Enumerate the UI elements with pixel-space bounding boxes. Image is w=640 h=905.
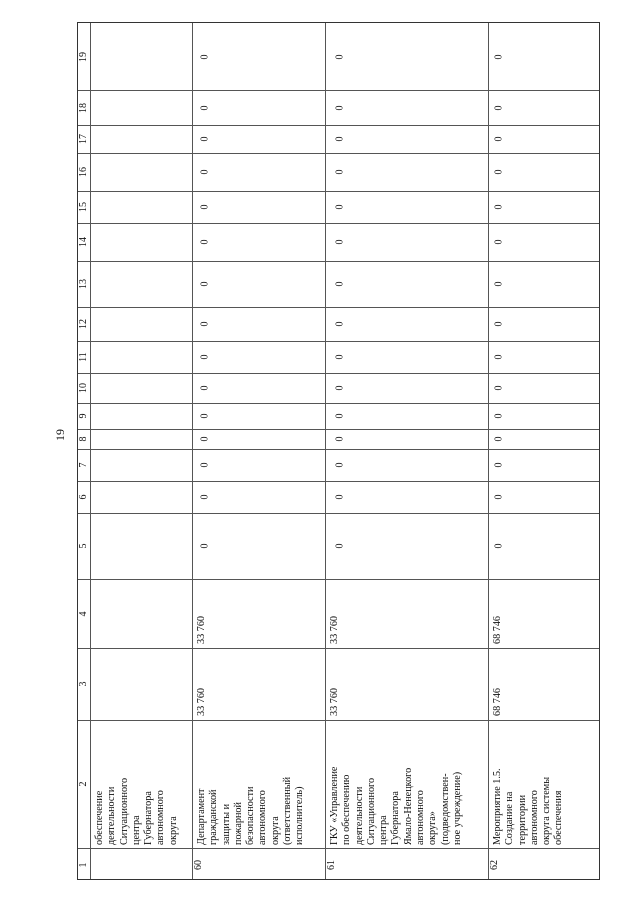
column-divider xyxy=(78,223,599,224)
row-name-line: автономного xyxy=(155,790,167,845)
row-name-line: (ответственный xyxy=(282,776,294,845)
row-divider xyxy=(90,23,91,879)
value-cell: 0 xyxy=(199,239,211,245)
column-header: 14 xyxy=(78,237,89,247)
value-cell: 0 xyxy=(493,204,505,210)
value-cell: 0 xyxy=(493,281,505,287)
column-divider xyxy=(78,429,599,430)
row-name-line: Мероприятие 1.5. xyxy=(492,768,503,845)
value-cell: 0 xyxy=(334,105,346,110)
value-cell: 0 xyxy=(199,105,211,110)
column-divider xyxy=(78,481,599,482)
value-cell: 0 xyxy=(199,413,211,419)
row-number: 62 xyxy=(489,859,500,870)
value-cell: 0 xyxy=(334,354,346,360)
budget-table xyxy=(77,22,600,880)
column-divider xyxy=(78,648,599,649)
row-name-line: обеспечение xyxy=(94,790,105,845)
value-cell: 0 xyxy=(493,136,505,142)
amount-col-4: 33 760 xyxy=(196,615,207,644)
value-cell: 0 xyxy=(493,354,505,360)
row-name-line: (подведомствен- xyxy=(439,773,451,845)
value-cell: 0 xyxy=(199,436,211,442)
value-cell: 0 xyxy=(199,462,211,468)
value-cell: 0 xyxy=(199,204,211,210)
amount-col-4: 33 760 xyxy=(329,615,340,644)
column-header: 19 xyxy=(78,51,89,62)
row-name-line: Ямало-Ненецкого xyxy=(402,767,414,845)
value-cell: 0 xyxy=(199,281,211,287)
column-header: 13 xyxy=(78,279,89,289)
column-divider xyxy=(78,90,599,91)
value-cell: 0 xyxy=(493,543,505,549)
row-name-line: деятельности xyxy=(353,786,365,845)
row-name xyxy=(329,767,464,845)
row-name-line: центра xyxy=(130,815,142,845)
column-header: 9 xyxy=(78,413,89,419)
value-cell: 0 xyxy=(493,321,505,327)
row-name-line: Департамент xyxy=(196,788,207,845)
value-cell: 0 xyxy=(334,169,346,175)
column-header: 2 xyxy=(78,781,89,787)
value-cell: 0 xyxy=(334,413,346,419)
row-number: 60 xyxy=(193,859,204,870)
column-divider xyxy=(78,449,599,450)
value-cell: 0 xyxy=(334,543,346,549)
row-name-line: Губернатора xyxy=(143,791,155,845)
value-cell: 0 xyxy=(334,136,346,142)
value-cell: 0 xyxy=(334,385,346,391)
value-cell: 0 xyxy=(334,462,346,468)
value-cell: 0 xyxy=(199,354,211,360)
row-name-line: Губернатора xyxy=(390,791,402,845)
row-name-line: обеспечения xyxy=(553,790,565,845)
row-name-line: автономного xyxy=(257,790,269,845)
row-divider xyxy=(325,23,326,879)
row-name-line: безопасности xyxy=(245,786,257,845)
value-cell: 0 xyxy=(334,281,346,287)
row-name xyxy=(492,768,566,845)
column-divider xyxy=(78,341,599,342)
column-header: 16 xyxy=(78,167,89,177)
row-name-line: округа xyxy=(167,816,179,845)
column-divider xyxy=(78,153,599,154)
value-cell: 0 xyxy=(493,413,505,419)
amount-col-4: 68 746 xyxy=(492,615,503,644)
column-header: 1 xyxy=(78,862,89,867)
value-cell: 0 xyxy=(334,321,346,327)
value-cell: 0 xyxy=(493,436,505,442)
row-name-line: пожарной xyxy=(232,802,244,845)
column-header: 8 xyxy=(78,436,89,442)
value-cell: 0 xyxy=(493,494,505,500)
row-name-line: деятельности xyxy=(106,786,118,845)
value-cell: 0 xyxy=(199,385,211,391)
row-name-line: автономного xyxy=(528,790,540,845)
row-name-line: автономного xyxy=(415,790,427,845)
row-name-line: исполнитель) xyxy=(294,786,306,845)
row-name-line: гражданской xyxy=(208,789,220,845)
column-header: 17 xyxy=(78,134,89,144)
column-divider xyxy=(78,125,599,126)
column-header: 12 xyxy=(78,319,89,329)
amount-col-3: 33 760 xyxy=(196,687,207,716)
row-divider xyxy=(192,23,193,879)
row-name-line: ГКУ «Управление xyxy=(329,766,340,845)
row-name-line: по обеспечению xyxy=(341,774,353,845)
value-cell: 0 xyxy=(493,105,505,110)
column-divider xyxy=(78,191,599,192)
row-name-line: Ситуационного xyxy=(365,777,377,845)
column-header: 5 xyxy=(78,543,89,549)
row-number: 61 xyxy=(326,859,337,870)
value-cell: 0 xyxy=(334,204,346,210)
value-cell: 0 xyxy=(199,543,211,549)
column-header: 4 xyxy=(78,611,89,616)
row-name-line: ное учреждение) xyxy=(451,771,463,845)
row-name-line: Создание на xyxy=(504,791,516,845)
value-cell: 0 xyxy=(493,54,505,59)
column-divider xyxy=(78,513,599,514)
amount-col-3: 68 746 xyxy=(492,687,503,716)
column-header: 7 xyxy=(78,462,89,468)
column-divider xyxy=(78,373,599,374)
column-header: 11 xyxy=(78,352,89,362)
value-cell: 0 xyxy=(334,54,346,59)
value-cell: 0 xyxy=(199,321,211,327)
row-name xyxy=(196,777,307,845)
column-divider xyxy=(78,403,599,404)
value-cell: 0 xyxy=(199,169,211,175)
row-name-line: округа системы xyxy=(541,776,553,845)
row-name-line: округа xyxy=(269,816,281,845)
value-cell: 0 xyxy=(334,239,346,245)
value-cell: 0 xyxy=(493,239,505,245)
row-name-line: Ситуационного xyxy=(118,777,130,845)
column-header: 6 xyxy=(78,494,89,500)
column-header: 15 xyxy=(78,202,89,212)
value-cell: 0 xyxy=(199,54,211,59)
value-cell: 0 xyxy=(493,462,505,468)
row-name-line: округа» xyxy=(427,811,439,845)
row-name-line: центра xyxy=(378,815,390,845)
column-header: 3 xyxy=(78,681,89,687)
column-header: 18 xyxy=(78,102,89,113)
value-cell: 0 xyxy=(199,136,211,142)
value-cell: 0 xyxy=(493,169,505,175)
column-divider xyxy=(78,307,599,308)
value-cell: 0 xyxy=(493,385,505,391)
row-divider xyxy=(488,23,489,879)
column-divider xyxy=(78,720,599,721)
column-header: 10 xyxy=(78,383,89,393)
value-cell: 0 xyxy=(334,494,346,500)
row-name-line: защиты и xyxy=(220,803,232,845)
column-divider xyxy=(78,848,599,849)
column-divider xyxy=(78,579,599,580)
amount-col-3: 33 760 xyxy=(329,687,340,716)
value-cell: 0 xyxy=(199,494,211,500)
row-name xyxy=(94,778,180,845)
value-cell: 0 xyxy=(334,436,346,442)
column-divider xyxy=(78,261,599,262)
row-name-line: территории xyxy=(516,794,528,845)
page-number: 19 xyxy=(53,429,67,441)
